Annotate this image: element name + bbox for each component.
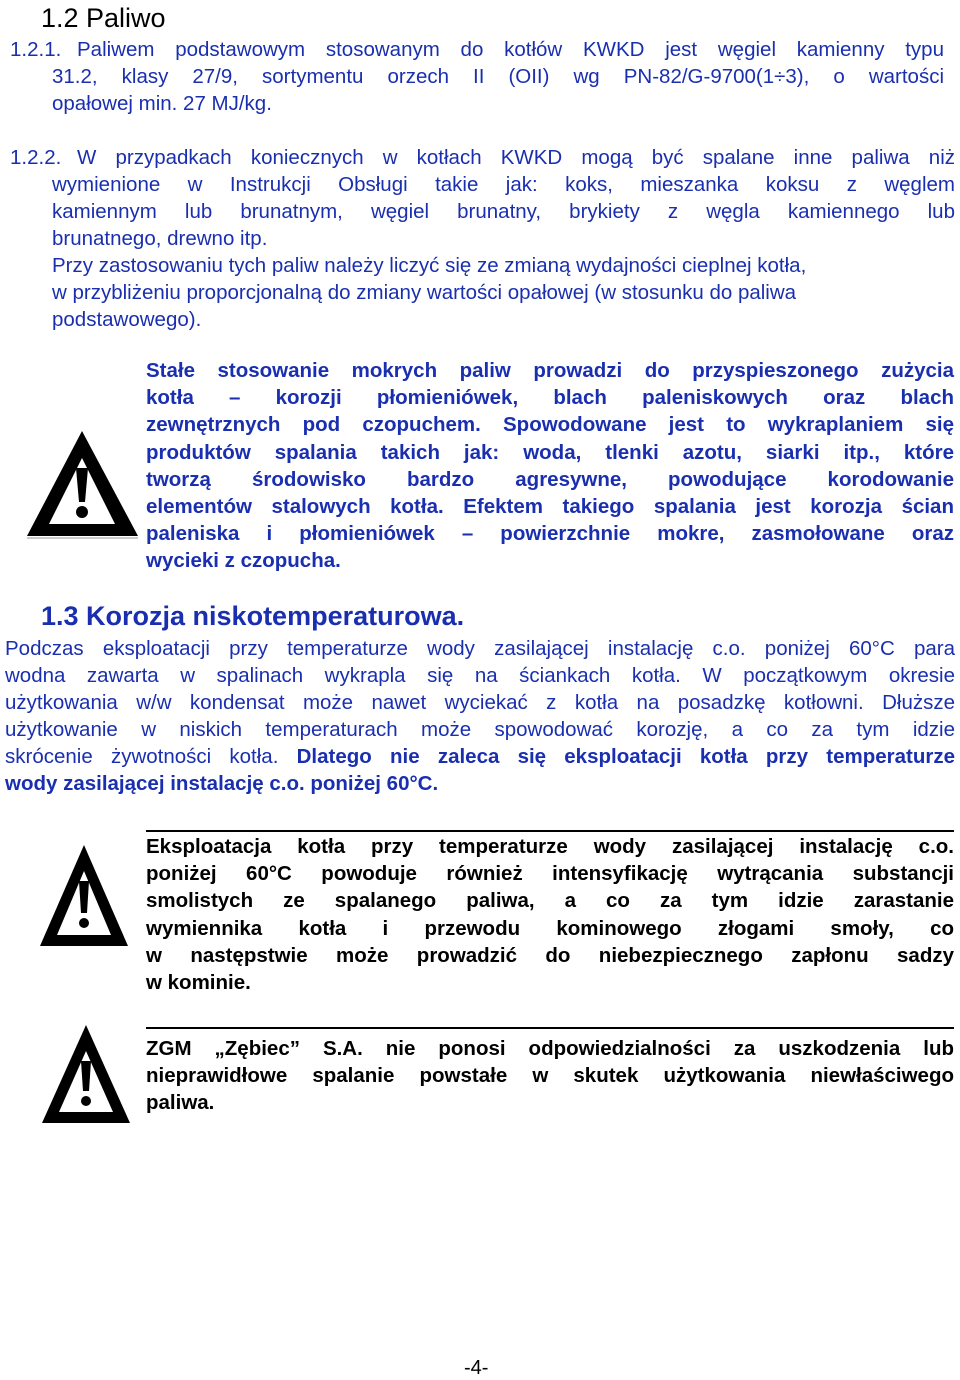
paragraph-121: [77, 36, 944, 63]
warning-text-1: [146, 357, 954, 575]
text-normal: skrócenie żywotności kotła.: [5, 745, 279, 768]
text-line: Eksploatacja kotła przy temperaturze wody zasilającej instalację c.o.: [146, 835, 954, 858]
text-line: zewnętrznych pod czopuchem. Spowodowane jest to wykraplaniem się: [146, 413, 954, 437]
text-line: kotła – korozji płomieniówek, blach paleniskowych oraz blach: [146, 386, 954, 410]
paragraph-122-cont: [52, 171, 955, 333]
text-line: ZGM „Zębiec” S.A. nie ponosi odpowiedzialności za uszkodzenia lub: [146, 1037, 954, 1060]
text-line: Stałe stosowanie mokrych paliw prowadzi do przyspieszonego zużycia: [146, 359, 954, 382]
text-line: produktów spalania takich jak: woda, tlenki azotu, siarki itp., które: [146, 440, 954, 464]
text-line: kamiennym lub brunatnym, węgiel brunatny, brykiety z węgla kamiennego lub: [52, 200, 955, 223]
divider-line: [146, 830, 954, 832]
text-line: elementów stalowych kotła. Efektem takiego spalania jest korozja ścian: [146, 495, 954, 519]
text-line: wody zasilającej instalację c.o. poniżej 60°C.: [5, 772, 439, 795]
text-line: paleniska i płomieniówek – powierzchnie mokre, zasmołowane oraz: [146, 522, 954, 546]
text-line: poniżej 60°C powoduje również intensyfikację wytrącania substancji: [146, 862, 954, 886]
section-title-paliwo: 1.2 Paliwo: [41, 3, 166, 33]
text-line: smolistych ze spalanego paliwa, a co za tym idzie zarastanie: [146, 889, 954, 913]
warning-text-3: [146, 1035, 954, 1117]
text-line: wycieki z czopucha.: [146, 549, 341, 573]
warning-triangle-icon: [25, 428, 140, 540]
warning-triangle-icon: [41, 1023, 131, 1125]
text-line: Podczas eksploatacji przy temperaturze wody zasilającej instalację c.o. poniżej 60°C para: [5, 637, 955, 660]
paragraph-121-cont: [52, 63, 944, 117]
text-line-mixed: [5, 743, 955, 770]
warning-triangle-icon: [39, 843, 129, 948]
text-line: nieprawidłowe spalanie powstałe w skutek użytkowania niewłaściwego: [146, 1064, 954, 1088]
text-line: wodna zawarta w spalinach wykrapla się na ściankach kotła. W początkowym okresie: [5, 664, 955, 687]
text-line: Paliwem podstawowym stosowanym do kotłów KWKD jest węgiel kamienny typu: [77, 38, 944, 61]
text-line: podstawowego).: [52, 308, 202, 331]
page-number: -4-: [464, 1357, 489, 1379]
text-line: 31.2, klasy 27/9, sortymentu orzech II (OII) wg PN-82/G-9700(1÷3), o wartości: [52, 65, 944, 88]
warning-text-2: [146, 833, 954, 996]
text-line: tworzą środowisko bardzo agresywne, powodujące korodowanie: [146, 467, 954, 491]
text-bold: Dlatego nie zaleca się eksploatacji kotła przy temperaturze: [296, 745, 955, 768]
text-line: paliwa.: [146, 1091, 215, 1115]
text-line: brunatnego, drewno itp.: [52, 227, 268, 250]
paragraph-number: 1.2.1.: [10, 38, 62, 61]
text-line: wymienione w Instrukcji Obsługi takie jak: koks, mieszanka koksu z węglem: [52, 173, 955, 196]
paragraph-13: [5, 635, 955, 797]
text-line: w przybliżeniu proporcjonalną do zmiany wartości opałowej (w stosunku do paliwa: [52, 281, 797, 304]
text-line: wymiennika kotła i przewodu kominowego złogami smoły, co: [146, 916, 954, 940]
text-line: W przypadkach koniecznych w kotłach KWKD mogą być spalane inne paliwa niż: [77, 146, 955, 169]
paragraph-number: 1.2.2.: [10, 146, 62, 169]
divider-line: [146, 1027, 954, 1029]
text-line: Przy zastosowaniu tych paliw należy liczyć się ze zmianą wydajności cieplnej kotła,: [52, 254, 807, 277]
text-line: w kominie.: [146, 971, 251, 995]
text-line: użytkowania w/w kondensat może nawet wyciekać z kotła na posadzkę kotłowni. Dłuższe: [5, 691, 955, 714]
paragraph-122: [77, 144, 955, 171]
text-line: użytkowanie w niskich temperaturach może spowodować korozję, a co za tym idzie: [5, 718, 955, 741]
section-title-korozja: 1.3 Korozja niskotemperaturowa.: [41, 601, 465, 631]
text-line: w następstwie może prowadzić do niebezpiecznego zapłonu sadzy: [146, 943, 954, 967]
text-line: opałowej min. 27 MJ/kg.: [52, 92, 272, 115]
